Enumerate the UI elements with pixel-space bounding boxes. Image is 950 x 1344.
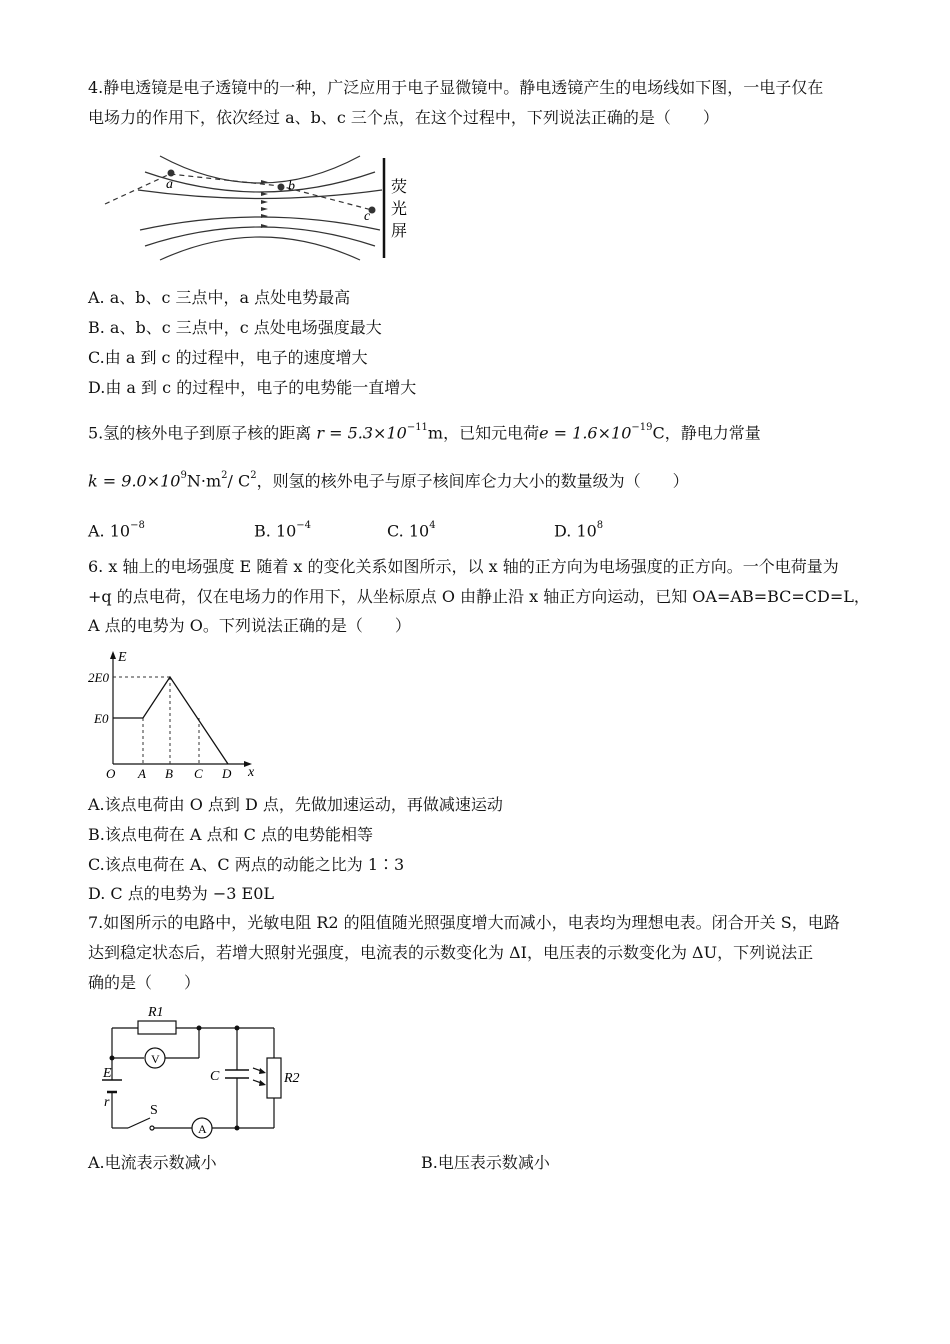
q7-option-b[interactable]: B.电压表示数减小 <box>421 1153 550 1172</box>
tick-a: A <box>138 766 146 781</box>
circuit-diagram <box>98 1000 308 1140</box>
q6-stem-line3: A 点的电势为 O。下列说法正确的是（ ） <box>88 616 411 635</box>
q6-stem-line2: +q 的点电荷，仅在电场力的作用下，从坐标原点 O 由静止沿 x 轴正方向运动，已知 OA=AB=BC=CD=L， <box>88 587 870 606</box>
q5-option-d[interactable]: D. $10^8$ <box>554 520 604 541</box>
e-axis-label: E <box>118 650 127 665</box>
switch-label: S <box>150 1103 158 1118</box>
x-axis-label: x <box>248 765 255 780</box>
electrostatic-lens-figure <box>100 152 420 264</box>
q7-stem-line2: 达到稳定状态后，若增大照射光强度，电流表的示数变化为 ΔI，电压表的示数变化为 ΔU，下列说法正 <box>88 943 814 962</box>
tick-b: B <box>165 766 173 781</box>
q5-option-a[interactable]: A. $10^{-8}$ <box>88 520 145 541</box>
point-a-label: a <box>166 177 173 192</box>
q7-option-a[interactable]: A.电流表示数减小 <box>88 1153 217 1172</box>
tick-o: O <box>106 766 116 781</box>
q6-option-d[interactable]: D. C 点的电势为 −3 E0L <box>88 884 275 903</box>
tick-c: C <box>194 766 203 781</box>
r2-label: R2 <box>284 1071 300 1086</box>
emf-label: E <box>103 1066 112 1081</box>
q4-option-d[interactable]: D.由 a 到 c 的过程中，电子的电势能一直增大 <box>88 378 417 397</box>
q5-option-b[interactable]: B. $10^{-4}$ <box>254 520 312 541</box>
q4-stem-line2: 电场力的作用下，依次经过 a、b、c 三个点，在这个过程中，下列说法正确的是（ ） <box>88 108 719 127</box>
q5-option-c[interactable]: C. $10^4$ <box>387 520 436 541</box>
screen-label-1: 荧 <box>391 179 408 196</box>
q6-option-c[interactable]: C.该点电荷在 A、C 两点的动能之比为 1∶3 <box>88 855 405 874</box>
screen-label-2: 光 <box>391 201 408 218</box>
q7-stem-line3: 确的是（ ） <box>88 973 201 992</box>
point-b-label: b <box>288 179 295 194</box>
q6-option-b[interactable]: B.该点电荷在 A 点和 C 点的电势能相等 <box>88 825 373 844</box>
q6-option-a[interactable]: A.该点电荷由 O 点到 D 点，先做加速运动，再做减速运动 <box>88 795 503 814</box>
q5-stem-line1: 5.氢的核外电子到原子核的距离 $r = 5.3\times 10^{-11}m$，已知元电荷$e = 1.6\times 10^{-19}C$，静电力常量 <box>88 422 761 443</box>
q4-option-a[interactable]: A. a、b、c 三点中，a 点处电势最高 <box>88 288 351 307</box>
q6-stem-line1: 6. x 轴上的电场强度 E 随着 x 的变化关系如图所示，以 x 轴的正方向为电场强度的正方向。一个电荷量为 <box>88 557 839 576</box>
q4-option-c[interactable]: C.由 a 到 c 的过程中，电子的速度增大 <box>88 348 368 367</box>
q4-stem-line1: 4.静电透镜是电子透镜中的一种，广泛应用于电子显微镜中。静电透镜产生的电场线如下图，一电子仅在 <box>88 78 824 97</box>
q7-stem-line1: 7.如图所示的电路中，光敏电阻 R2 的阻值随光照强度增大而减小，电表均为理想电表。闭合开关 S，电路 <box>88 913 840 932</box>
screen-label-3: 屏 <box>391 223 408 240</box>
point-c-label: c <box>364 209 371 224</box>
e-x-graph <box>88 648 263 784</box>
voltmeter-label: V <box>151 1052 160 1066</box>
tick-2e0: 2E0 <box>88 670 109 685</box>
tick-d: D <box>222 766 232 781</box>
ammeter-label: A <box>198 1122 207 1136</box>
q4-option-b[interactable]: B. a、b、c 三点中，c 点处电场强度最大 <box>88 318 382 337</box>
r1-label: R1 <box>148 1005 164 1020</box>
capacitor-label: C <box>210 1069 220 1084</box>
tick-e0: E0 <box>94 711 109 726</box>
internal-r-label: r <box>104 1095 110 1110</box>
q5-stem-line2: $k = 9.0\times 10^9N\cdot m^2/$ $C^2$，则氢的核外电子与原子核间库仑力大小的数量级为（ ） <box>88 470 689 491</box>
